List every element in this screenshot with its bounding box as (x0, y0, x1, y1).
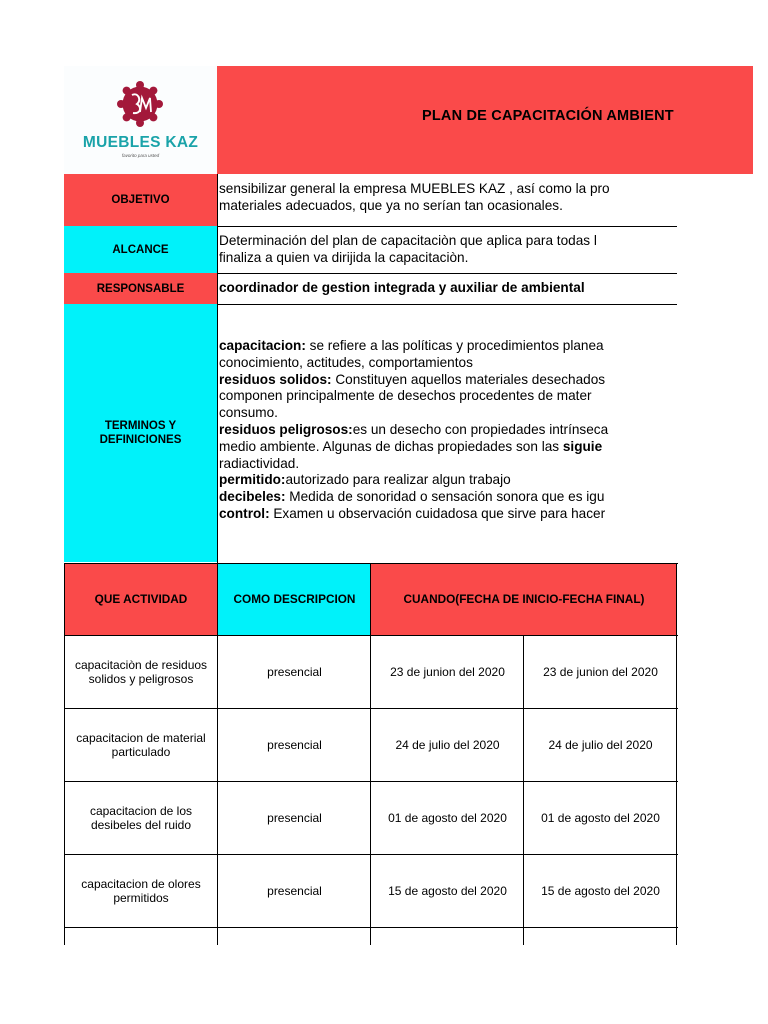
grid-line (64, 635, 678, 636)
term-capacitacion: capacitacion: se refiere a las políticas y procedimientos planea (219, 338, 604, 353)
term-residuos-solidos: residuos solidos: Constituyen aquellos materiales desechados (219, 371, 606, 387)
objetivo-line: materiales adecuados, que ya no serían tan ocasionales. (219, 197, 563, 213)
grid-line (64, 927, 678, 928)
objetivo-line: sensibilizar general la empresa MUEBLES KAZ , así como la pro (219, 181, 610, 196)
term-permitido: permitido:autorizado para realizar algun trabajo (219, 472, 511, 488)
cell-descripcion: presencial (267, 883, 322, 898)
objetivo-label: OBJETIVO (111, 194, 170, 206)
header-descripcion (218, 563, 371, 635)
responsable-text: coordinador de gestion integrada y auxiliar de ambiental (219, 280, 585, 295)
grid-line (64, 563, 65, 945)
header-actividad-label: QUE ACTIVIDAD (94, 592, 188, 606)
cell-fecha-inicio: 24 de julio del 2020 (395, 737, 500, 752)
row-divider (217, 273, 677, 274)
brand-name: MUEBLES KAZ (82, 134, 199, 151)
cell-actividad: capacitacion de material particulado (76, 730, 206, 759)
cell-actividad: capacitacion de olores permitidos (81, 876, 201, 905)
cell-fecha-final: 24 de julio del 2020 (548, 737, 653, 752)
term-residuos-peligrosos-cont: radiactividad. (219, 455, 300, 471)
header-cuando-label: CUANDO(FECHA DE INICIO-FECHA FINAL) (403, 592, 645, 606)
grid-line (64, 708, 678, 709)
header-descripcion-label: COMO DESCRIPCION (233, 592, 356, 606)
table-row (64, 781, 678, 854)
grid-line (64, 854, 678, 855)
cell-descripcion: presencial (267, 737, 322, 752)
alcance-label-cell (64, 226, 217, 273)
table-row (64, 708, 678, 781)
term-residuos-solidos-cont: componen principalmente de desechos procedentes de mater (219, 388, 592, 404)
column-divider (217, 174, 218, 563)
grid-line (523, 635, 524, 945)
alcance-line: finaliza a quien va dirijida la capacitaciòn. (219, 249, 469, 265)
brand-tagline: favorito para usted (121, 153, 160, 158)
terminos-label-cell (64, 304, 217, 562)
row-divider (217, 304, 677, 305)
cell-fecha-inicio: 15 de agosto del 2020 (388, 883, 507, 898)
page-title: PLAN DE CAPACITACIÓN AMBIENT (422, 108, 674, 124)
grid-line (217, 563, 218, 945)
grid-line (64, 563, 678, 564)
cell-actividad: capacitaciòn de residuos solidos y peligrosos (74, 657, 208, 686)
term-capacitacion-cont: conocimiento, actitudes, comportamientos (219, 354, 473, 370)
term-residuos-solidos-cont: consumo. (219, 405, 278, 421)
cell-fecha-final: 23 de junion del 2020 (543, 664, 658, 679)
cell-fecha-inicio: 01 de agosto del 2020 (388, 810, 507, 825)
cell-fecha-final: 01 de agosto del 2020 (541, 810, 660, 825)
grid-line (676, 563, 677, 945)
title-cell (217, 66, 753, 174)
grid-line (64, 781, 678, 782)
objetivo-text (217, 181, 677, 221)
cell-actividad: capacitacion de los desibeles del ruido (89, 803, 193, 832)
cell-descripcion: presencial (267, 810, 322, 825)
term-decibeles: decibeles: Medida de sonoridad o sensación sonora que es igu (219, 489, 605, 505)
header-cuando (371, 563, 677, 635)
objetivo-label-cell (64, 174, 217, 226)
table-row (64, 854, 678, 927)
terms-block (217, 338, 677, 528)
cell-descripcion: presencial (267, 664, 322, 679)
table-row (64, 635, 678, 708)
term-residuos-peligrosos-cont: medio ambiente. Algunas de dichas propiedades son las siguie (219, 438, 603, 454)
row-divider (217, 226, 677, 227)
grid-line (370, 563, 371, 945)
alcance-text (217, 233, 677, 273)
cell-fecha-inicio: 23 de junion del 2020 (390, 664, 505, 679)
term-control: control: Examen u observación cuidadosa que sirve para hacer (219, 505, 606, 521)
terminos-label: TERMINOS Y DEFINICIONES (99, 420, 182, 446)
responsable-label-cell (64, 273, 217, 304)
header-actividad (64, 563, 218, 635)
alcance-line: Determinación del plan de capacitaciòn que aplica para todas l (219, 233, 597, 248)
logo-cell (64, 66, 217, 174)
alcance-label: ALCANCE (112, 243, 169, 256)
cell-fecha-final: 15 de agosto del 2020 (541, 883, 660, 898)
term-residuos-peligrosos: residuos peligrosos:es un desecho con propiedades intrínseca (219, 421, 609, 437)
responsable-label: RESPONSABLE (96, 282, 185, 295)
